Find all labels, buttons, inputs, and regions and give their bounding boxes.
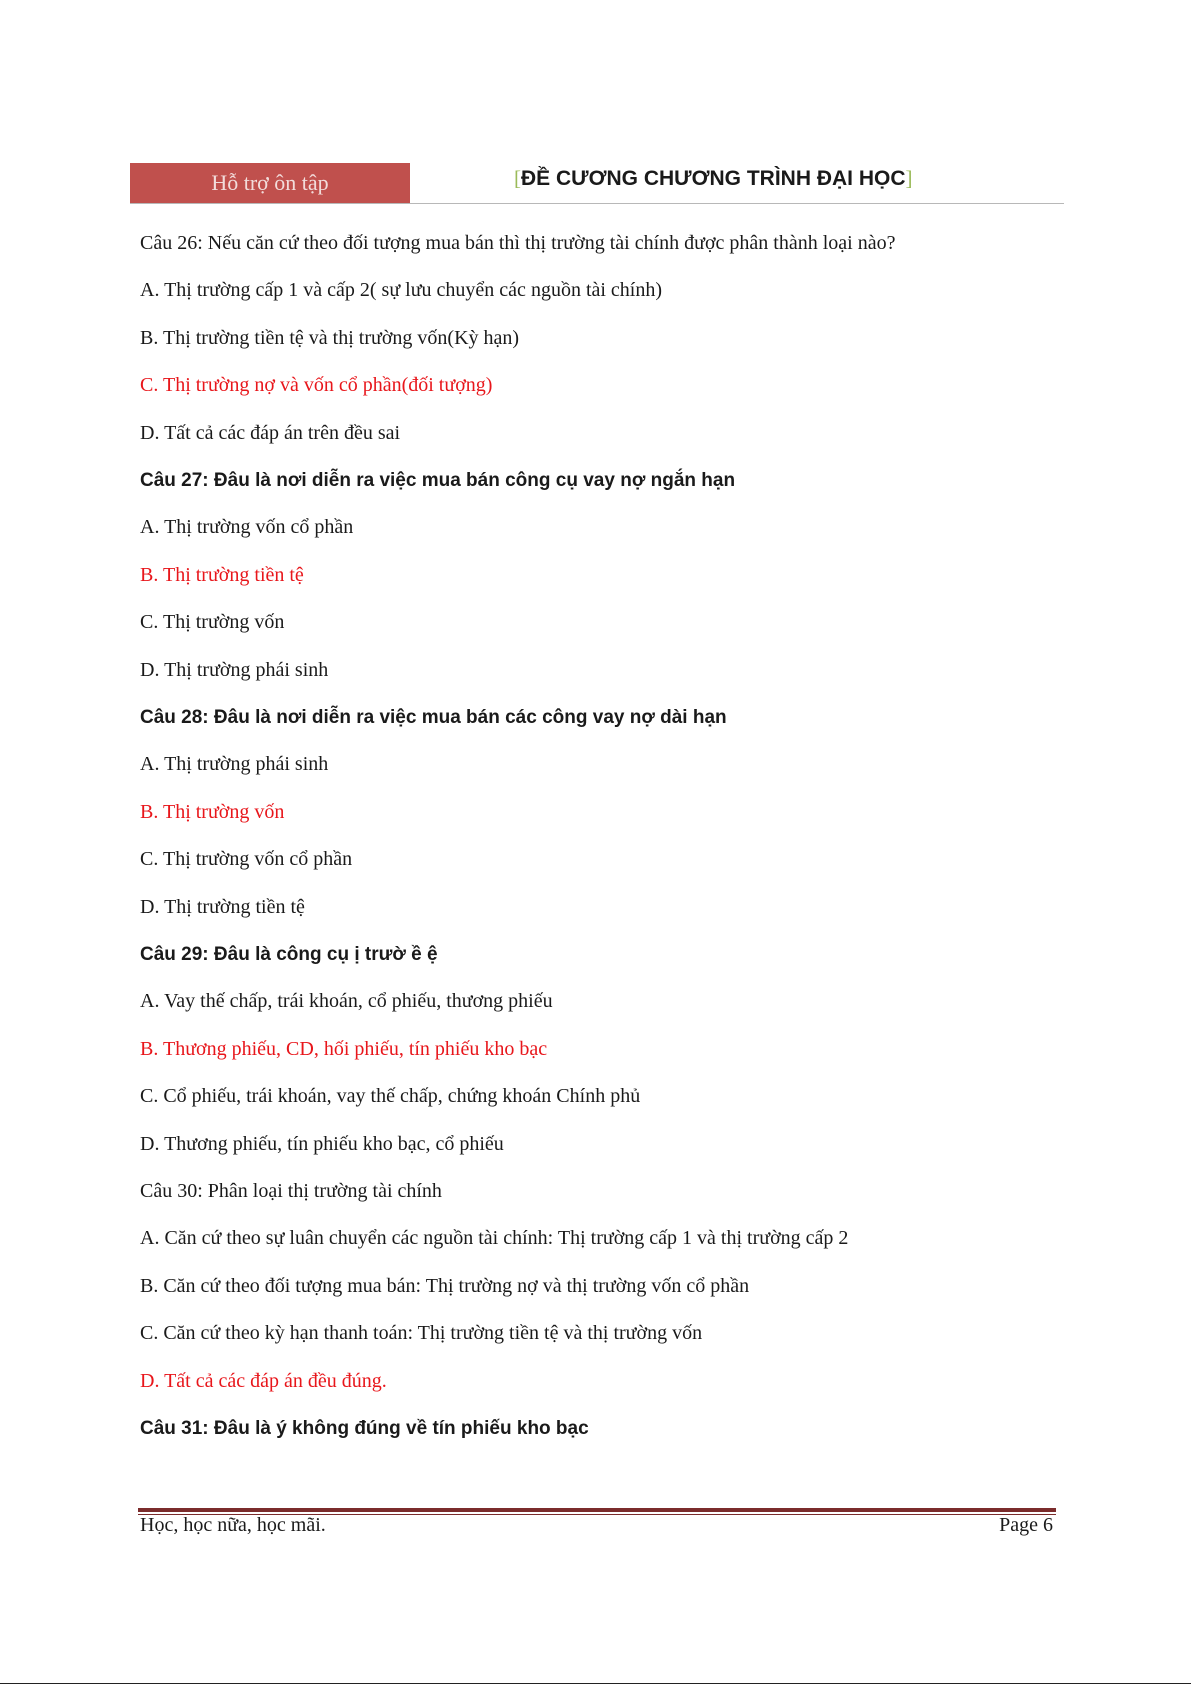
answer-option: C. Thị trường vốn cổ phần [140,848,353,870]
header-badge: Hỗ trợ ôn tập [130,163,410,203]
correct-answer-option: C. Thị trường nợ và vốn cổ phần(đối tượng) [140,374,493,396]
answer-option: C. Cổ phiếu, trái khoán, vay thế chấp, chứng khoán Chính phủ [140,1085,641,1107]
answer-option: A. Vay thế chấp, trái khoán, cổ phiếu, thương phiếu [140,990,553,1012]
answer-option: D. Thị trường phái sinh [140,658,329,681]
question-28: Câu 28: Đâu là nơi diễn ra việc mua bán các công vay nợ dài hạn [140,707,727,728]
title-text: ĐỀ CƯƠNG CHƯƠNG TRÌNH ĐẠI HỌC [521,167,906,190]
answer-option: B. Thị trường tiền tệ và thị trường vốn(Kỳ hạn) [140,326,520,349]
answer-option: D. Tất cả các đáp án trên đều sai [140,421,401,444]
answer-option: B. Căn cứ theo đối tượng mua bán: Thị trường nợ và thị trường vốn cổ phần [140,1274,750,1297]
title-close-bracket: ] [905,166,913,190]
answer-option: C. Thị trường vốn [140,611,285,633]
page-content [140,230,960,1462]
question-27: Câu 27: Đâu là nơi diễn ra việc mua bán công cụ vay nợ ngắn hạn [140,470,736,491]
question-30: Câu 30: Phân loại thị trường tài chính [140,1180,442,1202]
answer-option: A. Thị trường phái sinh [140,753,329,775]
answer-option: A. Thị trường cấp 1 và cấp 2( sự lưu chuyển các nguồn tài chính) [140,279,663,301]
question-31: Câu 31: Đâu là ý không đúng về tín phiếu kho bạc [140,1418,589,1439]
correct-answer-option: B. Thương phiếu, CD, hối phiếu, tín phiếu kho bạc [140,1037,548,1060]
answer-option: A. Thị trường vốn cổ phần [140,516,354,538]
title-open-bracket: [ [514,166,521,190]
header-rule [130,203,1064,204]
question-26: Câu 26: Nếu căn cứ theo đối tượng mua bán thì thị trường tài chính được phân thành loại nào? [140,232,896,254]
answer-option: A. Căn cứ theo sự luân chuyển các nguồn tài chính: Thị trường cấp 1 và thị trường cấp 2 [140,1227,849,1249]
correct-answer-option: D. Tất cả các đáp án đều đúng. [140,1369,387,1392]
page-number: Page 6 [999,1514,1053,1536]
page-edge-line [0,1683,1191,1684]
correct-answer-option: B. Thị trường vốn [140,800,285,823]
question-29: Câu 29: Đâu là công cụ ị trườ ề ệ [140,944,438,965]
document-title [514,166,913,191]
answer-option: C. Căn cứ theo kỳ hạn thanh toán: Thị trường tiền tệ và thị trường vốn [140,1322,703,1344]
footer-motto: Học, học nữa, học mãi. [140,1514,326,1536]
correct-answer-option: B. Thị trường tiền tệ [140,563,304,586]
footer-rule-thick [138,1508,1056,1512]
answer-option: D. Thị trường tiền tệ [140,895,305,918]
answer-option: D. Thương phiếu, tín phiếu kho bạc, cổ phiếu [140,1132,504,1155]
